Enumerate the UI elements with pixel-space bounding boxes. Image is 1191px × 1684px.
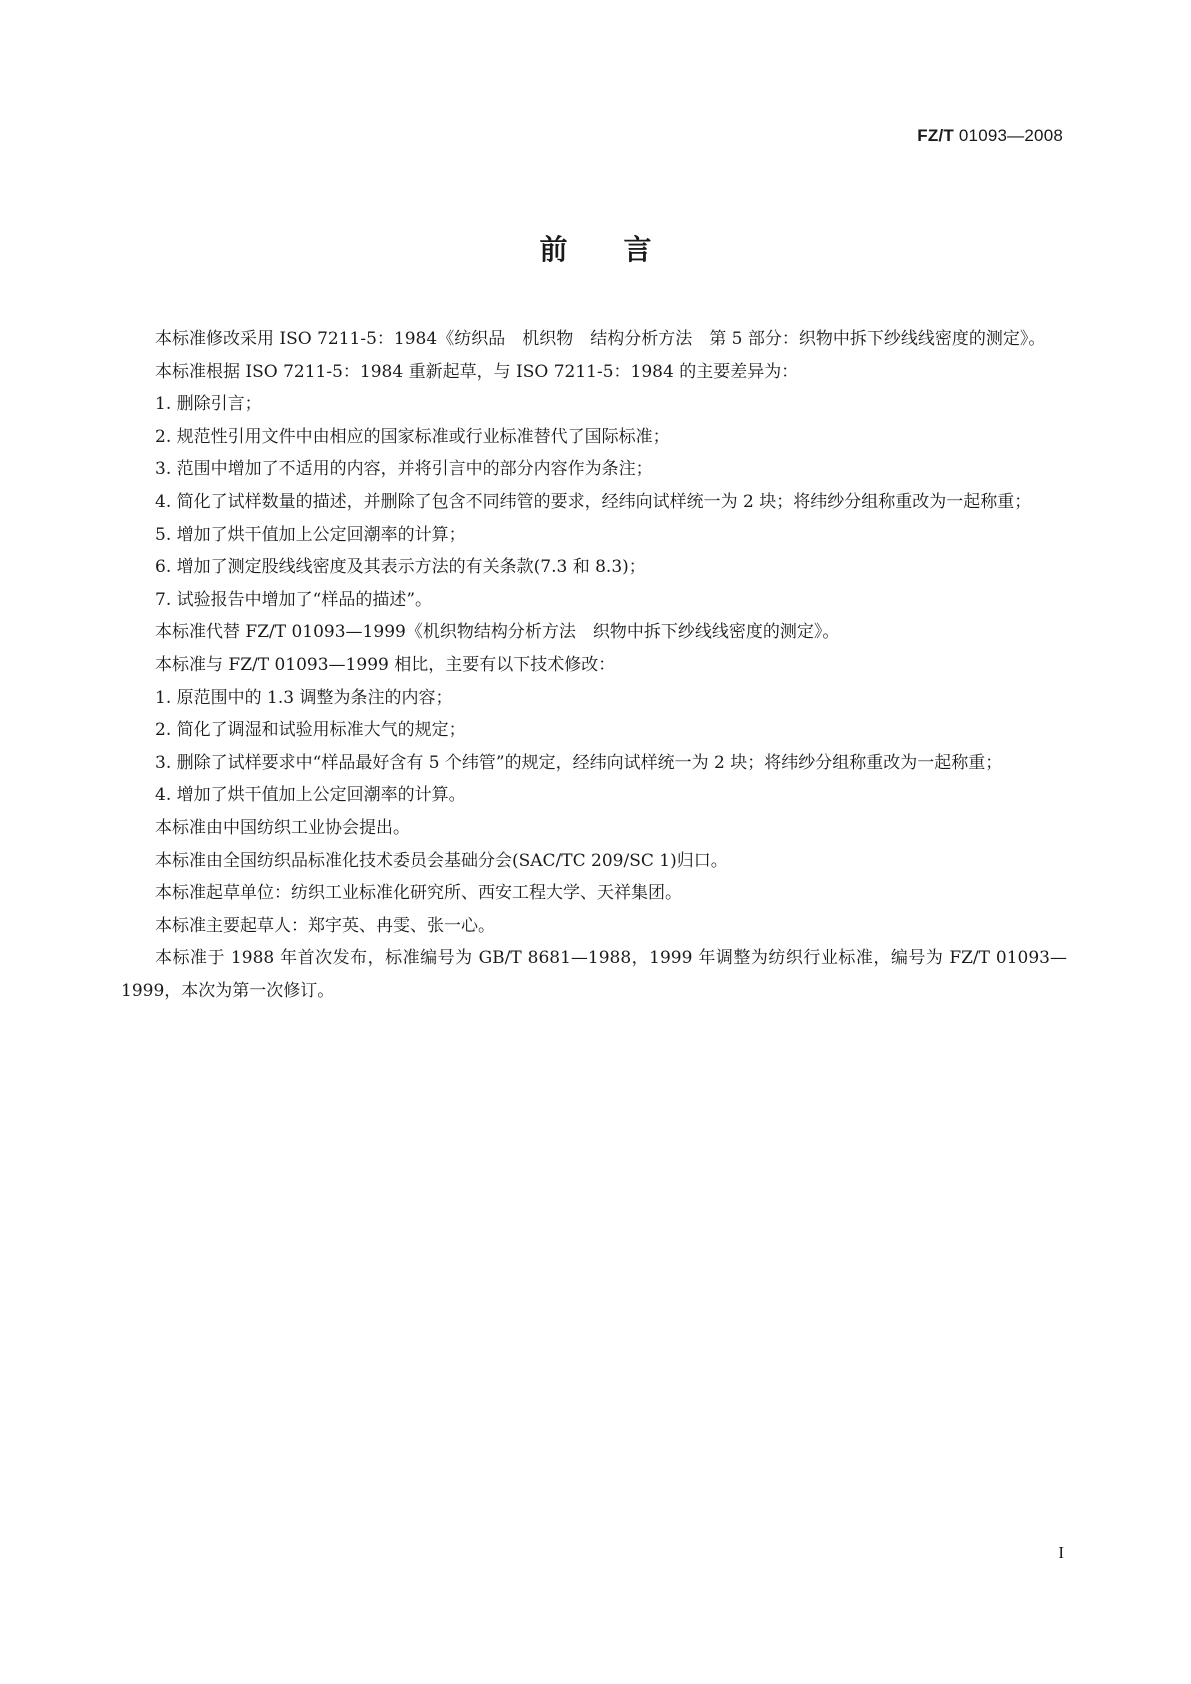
list-item: 4. 简化了试样数量的描述，并删除了包含不同纬管的要求，经纬向试样统一为 2 块；将纬纱分组称重改为一起称重； [155, 491, 1032, 512]
paragraph: 本标准根据 ISO 7211-5：1984 重新起草，与 ISO 7211-5：1984 的主要差异为： [155, 361, 799, 382]
list-item: 3. 范围中增加了不适用的内容，并将引言中的部分内容作为条注； [155, 459, 653, 480]
title-char-2: 言 [623, 233, 652, 266]
paragraph: 本标准于 1988 年首次发布，标准编号为 GB/T 8681—1988，1999 年调整为纺织行业标准，编号为 FZ/T 01093—1999，本次为第一次修订。 [121, 948, 1067, 1001]
page-number: I [1058, 1543, 1064, 1562]
title-char-1: 前 [539, 233, 568, 266]
paragraph: 本标准与 FZ/T 01093—1999 相比，主要有以下技术修改： [155, 654, 616, 675]
paragraph: 本标准由全国纺织品标准化技术委员会基础分会(SAC/TC 209/SC 1)归口。 [155, 850, 728, 871]
paragraph: 本标准由中国纺织工业协会提出。 [155, 817, 410, 838]
list-item: 4. 增加了烘干值加上公定回潮率的计算。 [155, 785, 466, 806]
list-item: 7. 试验报告中增加了“样品的描述”。 [155, 589, 433, 610]
standard-prefix: FZ/T [917, 126, 954, 145]
list-item: 2. 简化了调湿和试验用标准大气的规定； [155, 720, 466, 741]
page-title [0, 228, 1191, 268]
list-item: 6. 增加了测定股线线密度及其表示方法的有关条款(7.3 和 8.3)； [155, 557, 646, 578]
paragraph: 本标准修改采用 ISO 7211-5：1984《纺织品 机织物 结构分析方法 第 5 部分：织物中拆下纱线线密度的测定》。 [155, 329, 1046, 349]
foreword-body [121, 323, 1067, 1007]
paragraph: 本标准代替 FZ/T 01093—1999《机织物结构分析方法 织物中拆下纱线线密度的测定》。 [155, 622, 840, 643]
paragraph: 本标准主要起草人：郑宇英、冉雯、张一心。 [155, 915, 495, 936]
paragraph: 本标准起草单位：纺织工业标准化研究所、西安工程大学、天祥集团。 [155, 883, 682, 904]
list-item: 1. 删除引言； [155, 394, 262, 415]
standard-code: 01093—2008 [953, 126, 1063, 145]
list-item: 3. 删除了试样要求中“样品最好含有 5 个纬管”的规定，经纬向试样统一为 2 块；将纬纱分组称重改为一起称重； [155, 752, 1003, 773]
list-item: 1. 原范围中的 1.3 调整为条注的内容； [155, 687, 453, 708]
standard-number [917, 126, 1063, 146]
list-item: 2. 规范性引用文件中由相应的国家标准或行业标准替代了国际标准； [155, 426, 670, 447]
list-item: 5. 增加了烘干值加上公定回潮率的计算； [155, 524, 466, 545]
